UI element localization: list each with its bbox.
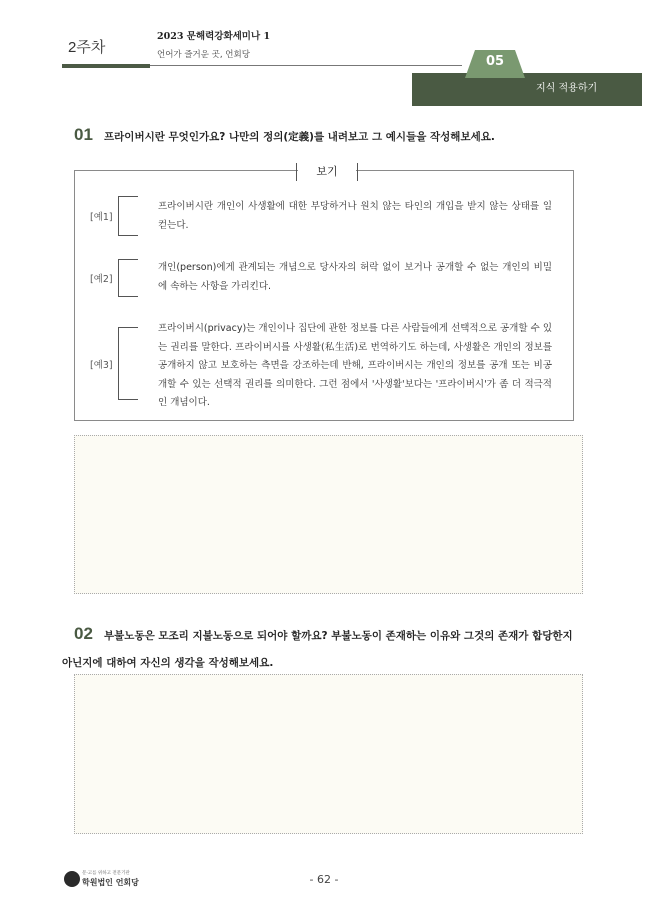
- example-3-text: 프라이버시(privacy)는 개인이나 집단에 관한 정보를 다른 사람들에게 선택적으로 공개할 수 있는 권리를 말한다. 프라이버시를 사생활(私生活)로 번역하기도 하는데, 사생활은 개인의 정보를 공개하지 않고 보호하는 측면을 강조하는데 반해, 프라이버시는 개인의 정보를 공개 또는 비공개할 수 있는 선택적 권리를 의미한다. 그런 점에서 '사생활'보다는 '프라이버시'가 좀 더 적극적인 개념이다.: [158, 323, 552, 408]
- example-1-text: 프라이버시란 개인이 사생활에 대한 부당하거나 원치 않는 타인의 개입을 받지 않는 상태를 일컫는다.: [158, 201, 552, 231]
- example-2-text: 개인(person)에게 관계되는 개념으로 당사자의 허락 없이 보거나 공개할 수 없는 개인의 비밀에 속하는 사항을 가리킨다.: [158, 262, 552, 292]
- section-title: 지식 적용하기: [536, 83, 598, 94]
- logo-tagline: 문·고를 위하고 전문기관: [82, 871, 130, 876]
- section-banner: [412, 73, 642, 106]
- question-2-heading: [74, 624, 573, 644]
- example-3-label: [예3]: [90, 360, 113, 371]
- question-2-number: 02: [74, 624, 93, 643]
- example-box-title: 보기: [298, 161, 356, 183]
- series-subtitle: 언어가 즐거운 곳, 언회당: [157, 50, 250, 60]
- question-1-heading: [74, 125, 495, 145]
- example-3-bracket: [118, 327, 138, 400]
- page-number: - 62 -: [309, 873, 339, 886]
- question-1-text: 프라이버시란 무엇인가요? 나만의 정의(定義)를 내려보고 그 예시들을 작성해보세요.: [104, 131, 495, 143]
- series-title: 2023 문해력강화세미나 1: [157, 31, 271, 42]
- example-2-bracket: [118, 259, 138, 297]
- week-underline: [62, 64, 150, 68]
- answer-area-1[interactable]: [74, 435, 583, 594]
- example-2-label: [예2]: [90, 274, 113, 285]
- question-2-text-line2: 아닌지에 대하여 자신의 생각을 작성해보세요.: [62, 657, 274, 669]
- title-right-tick: [357, 163, 358, 181]
- example-1-bracket: [118, 196, 138, 236]
- logo-name: 학원법인 언회당: [82, 878, 139, 887]
- question-1-number: 01: [74, 125, 93, 144]
- answer-area-2[interactable]: [74, 674, 583, 834]
- question-2-text-line1: 부불노동은 모조리 지불노동으로 되어야 할까요? 부불노동이 존재하는 이유와 그것의 존재가 합당한지: [104, 630, 573, 642]
- title-left-tick: [296, 163, 297, 181]
- logo-icon: [64, 871, 80, 887]
- header-divider: [150, 65, 462, 66]
- section-number: 05: [485, 54, 505, 69]
- example-1-label: [예1]: [90, 212, 113, 223]
- week-label: 2주차: [68, 39, 106, 56]
